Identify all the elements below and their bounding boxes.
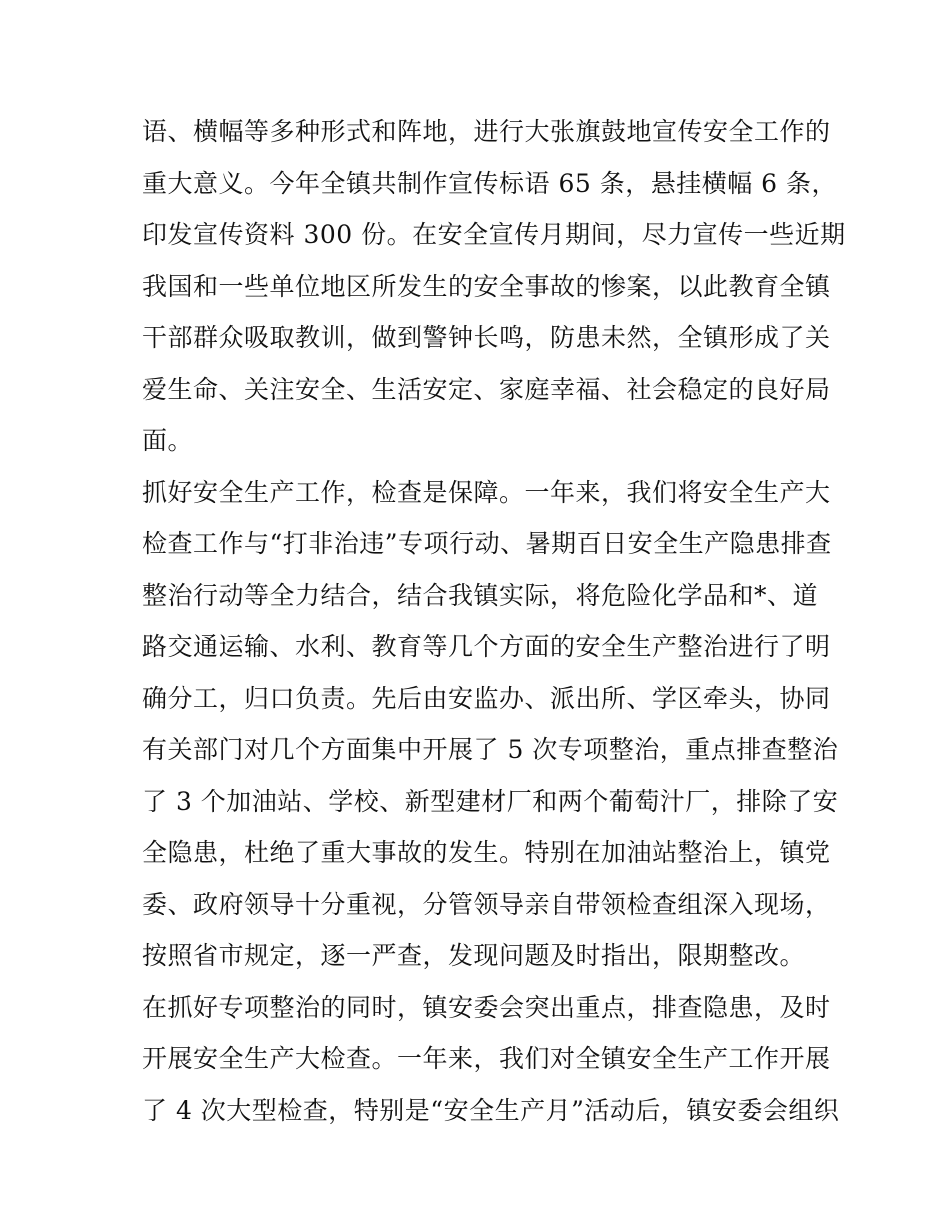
text-line: 检查工作与“打非治违”专项行动、暑期百日安全生产隐患排查 [142, 529, 832, 558]
text-line: 在抓好专项整治的同时，镇安委会突出重点，排查隐患，及时 [142, 992, 831, 1022]
text-line: 了 4 次大型检查，特别是“安全生产月”活动后，镇安委会组织 [142, 1095, 840, 1125]
text-line: 我国和一些单位地区所发生的安全事故的惨案，以此教育全镇 [142, 271, 831, 301]
text-line: 语、横幅等多种形式和阵地，进行大张旗鼓地宣传安全工作的 [142, 117, 831, 146]
text-line: 按照省市规定，逐一严查，发现问题及时指出，限期整改。 [142, 941, 806, 970]
text-line: 干部群众吸取教训，做到警钟长鸣，防患未然，全镇形成了关 [142, 323, 831, 352]
text-line: 有关部门对几个方面集中开展了 5 次专项整治，重点排查整治 [142, 735, 839, 764]
text-line: 开展安全生产大检查。一年来，我们对全镇安全生产工作开展 [142, 1044, 831, 1073]
text-line: 印发宣传资料 300 份。在安全宣传月期间，尽力宣传一些近期 [142, 220, 846, 249]
text-line: 了 3 个加油站、学校、新型建材厂和两个葡萄汁厂，排除了安 [142, 786, 839, 816]
text-line: 路交通运输、水利、教育等几个方面的安全生产整治进行了明 [142, 632, 831, 661]
text-line: 整治行动等全力结合，结合我镇实际，将危险化学品和*、道 [142, 580, 819, 610]
body-text [142, 106, 846, 1136]
text-line: 确分工，归口负责。先后由安监办、派出所、学区牵头，协同 [142, 683, 831, 713]
text-line: 抓好安全生产工作，检查是保障。一年来，我们将安全生产大 [142, 477, 831, 507]
text-line: 委、政府领导十分重视，分管领导亲自带领检查组深入现场， [142, 889, 831, 919]
text-line: 面。 [142, 426, 194, 455]
text-line: 重大意义。今年全镇共制作宣传标语 65 条，悬挂横幅 6 条， [142, 168, 838, 198]
text-line: 爱生命、关注安全、生活安定、家庭幸福、社会稳定的良好局 [142, 374, 831, 404]
text-line: 全隐患，杜绝了重大事故的发生。特别在加油站整治上，镇党 [142, 838, 831, 867]
